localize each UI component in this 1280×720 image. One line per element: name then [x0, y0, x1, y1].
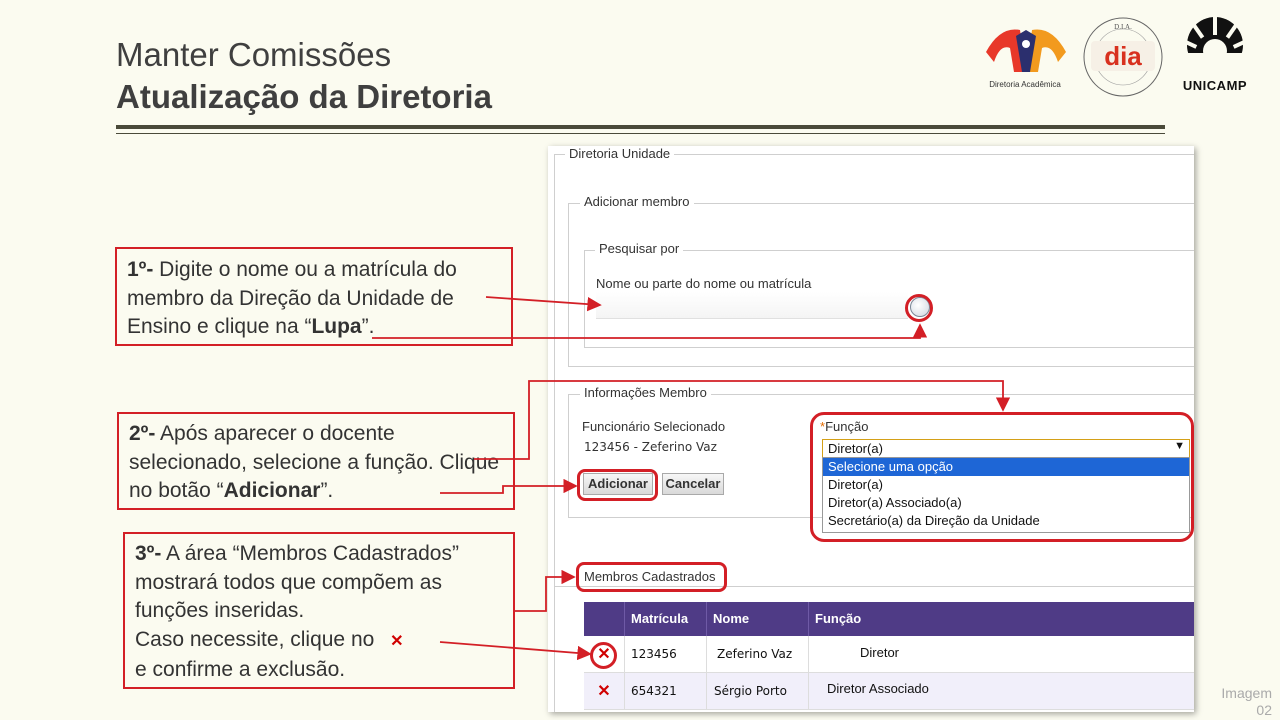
cell-matricula: 654321	[625, 673, 707, 710]
employee-value: 123456 - Zeferino Vaz	[584, 440, 717, 454]
function-label: Função	[825, 419, 869, 434]
image-caption	[1221, 685, 1272, 719]
cell-funcao: Diretor	[809, 636, 1194, 673]
step-2-number: 2º-	[129, 422, 156, 445]
highlight-lupa	[905, 294, 933, 322]
add-button[interactable]: Adicionar	[583, 473, 653, 495]
cell-nome: Zeferino Vaz	[707, 636, 809, 673]
step-3-end: e confirme a exclusão.	[135, 658, 346, 681]
delete-x-icon[interactable]: ✕	[584, 636, 625, 673]
search-input[interactable]	[596, 292, 908, 319]
page-subtitle: Atualização da Diretoria	[116, 78, 492, 115]
step-1-text: Digite o nome ou a matrícula do membro da Direção da Unidade de Ensino e clique na “	[127, 258, 457, 338]
table-header-action	[584, 602, 625, 636]
table-header-nome: Nome	[707, 602, 809, 636]
function-option[interactable]: Secretário(a) da Direção da Unidade	[828, 513, 1040, 528]
step-2-text: Após aparecer o docente selecionado, selecione a função. Clique no botão “	[129, 422, 500, 502]
search-label: Nome ou parte do nome ou matrícula	[596, 276, 812, 291]
delete-x-icon: ✕	[390, 632, 404, 650]
title-divider	[116, 125, 1165, 129]
highlight-delete	[590, 642, 617, 669]
table-header-funcao: Função	[809, 602, 1194, 636]
dia-seal-text: D.I.A.	[1114, 23, 1132, 31]
legend-membros-cadastrados: Membros Cadastrados	[580, 569, 720, 584]
page-title: Manter Comissões	[116, 36, 392, 73]
image-number: 02	[1256, 702, 1272, 718]
delete-x-icon[interactable]: ✕	[584, 673, 625, 710]
step-3-delete-hint: Caso necessite, clique no	[135, 627, 375, 651]
diretoria-academica-text: Diretoria Acadêmica	[989, 80, 1061, 89]
step-2-adicionar: Adicionar	[223, 479, 321, 502]
unicamp-text: UNICAMP	[1182, 78, 1248, 93]
table-header-matricula: Matrícula	[625, 602, 707, 636]
step-1-number: 1º-	[127, 258, 154, 281]
cell-matricula: 123456	[625, 636, 707, 673]
employee-label: Funcionário Selecionado	[582, 419, 726, 434]
function-option[interactable]: Selecione uma opção	[823, 458, 1189, 476]
highlight-funcao	[810, 412, 1194, 542]
cancel-button[interactable]: Cancelar	[662, 473, 724, 495]
dia-logo	[1073, 15, 1173, 100]
legend-adicionar-membro: Adicionar membro	[580, 194, 694, 209]
function-select-value: Diretor(a)	[828, 441, 883, 456]
image-label: Imagem	[1221, 685, 1272, 701]
callout-step-2	[117, 412, 515, 510]
legend-diretoria-unidade: Diretoria Unidade	[565, 146, 674, 161]
step-1-lupa: Lupa	[311, 315, 362, 338]
callout-step-3	[123, 532, 515, 689]
callout-step-1	[115, 247, 513, 346]
legend-informacoes-membro: Informações Membro	[580, 385, 711, 400]
step-3-number: 3º-	[135, 542, 162, 565]
chevron-down-icon: ▼	[1174, 440, 1185, 452]
step-1-end: ”.	[361, 315, 375, 338]
cell-funcao: Diretor Associado	[809, 673, 1194, 710]
step-3-text: A área “Membros Cadastrados” mostrará todos que compõem as funções inseridas.	[135, 542, 459, 622]
highlight-adicionar	[577, 469, 658, 501]
dia-logo-text: dia	[1104, 41, 1142, 71]
required-asterisk-icon: *	[820, 419, 826, 434]
function-option[interactable]: Diretor(a)	[828, 477, 883, 492]
cell-nome: Sérgio Porto	[707, 673, 809, 710]
legend-pesquisar-por: Pesquisar por	[595, 241, 683, 256]
step-2-end: ”.	[320, 479, 334, 502]
function-option[interactable]: Diretor(a) Associado(a)	[828, 495, 962, 510]
unicamp-logo	[1176, 15, 1254, 77]
highlight-membros	[576, 562, 727, 592]
title-divider-thin	[116, 133, 1165, 134]
